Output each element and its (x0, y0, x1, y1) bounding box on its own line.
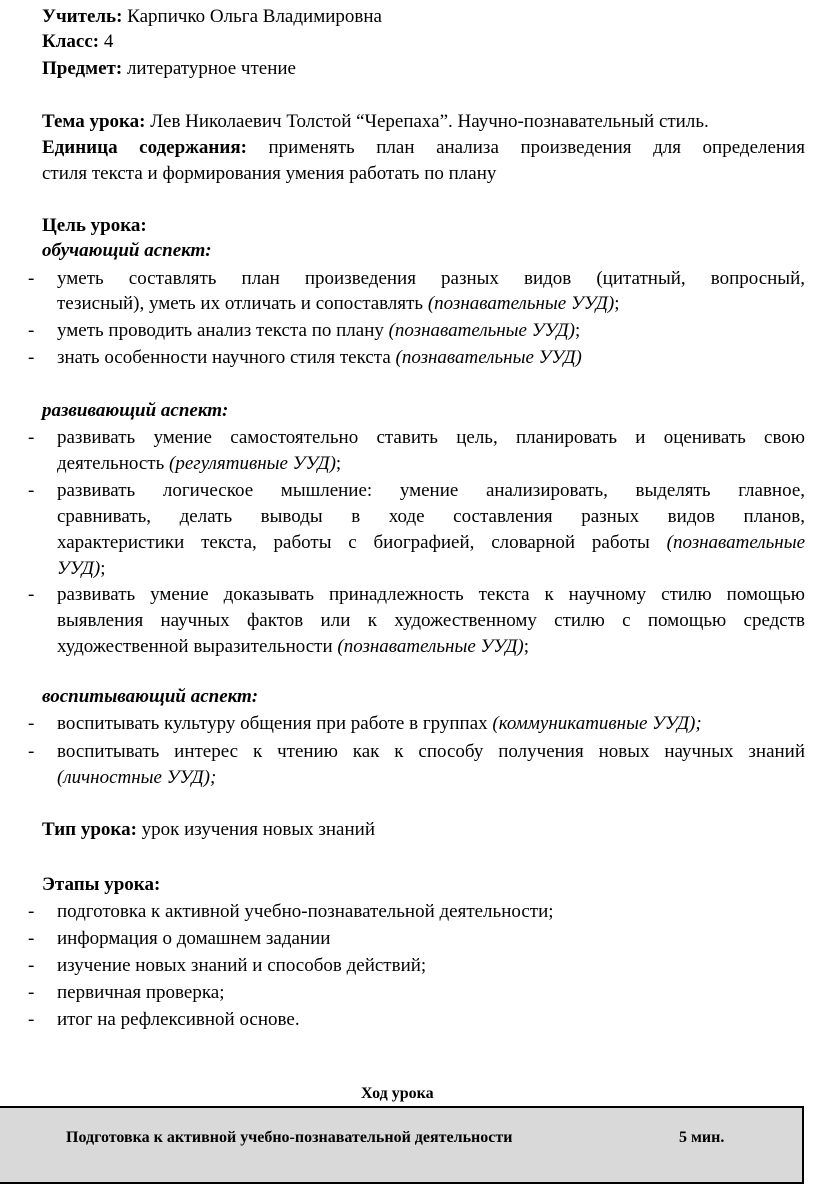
developing-item-1-line1: развивать умение самостоятельно ставить цель, планировать и оценивать свою (57, 427, 805, 448)
class-label: Класс: (42, 31, 100, 52)
lesson-type-value: урок изучения новых знаний (141, 819, 375, 840)
developing-item-3-line1: развивать умение доказывать принадлежность текста к научному стилю помощью (57, 584, 805, 605)
list-dash: - (28, 584, 35, 605)
teacher-line (42, 4, 382, 30)
lesson-flow-heading: Ход урока (361, 1085, 434, 1102)
developing-item-2-line4 (57, 556, 106, 582)
learning-item-1-end: ; (614, 293, 620, 314)
content-unit-line1 (42, 135, 805, 161)
teacher-label: Учитель: (42, 6, 123, 27)
learning-item-1-note: (познавательные УУД) (427, 293, 615, 314)
class-line (42, 29, 113, 55)
learning-item-1-line1: уметь составлять план произведения разных видов (цитатный, вопросный, (57, 268, 805, 289)
teacher-value: Карпичко Ольга Владимировна (127, 6, 382, 27)
educational-aspect-heading: воспитывающий аспект: (42, 686, 259, 707)
list-dash: - (28, 347, 35, 368)
developing-item-2-note-b: УУД) (57, 558, 101, 579)
learning-item-2-note: (познавательные УУД) (388, 320, 575, 341)
developing-item-3-note: (познавательные УУД) (337, 636, 524, 657)
developing-item-2-note-a: (познавательные (666, 532, 806, 553)
topic-line (42, 109, 709, 135)
content-unit-label: Единица содержания: (42, 137, 247, 158)
stage-item-5: итог на рефлексивной основе. (57, 1009, 300, 1030)
goal-heading: Цель урока: (42, 215, 147, 236)
learning-item-1-text: тезисный), уметь их отличать и сопоставлять (57, 293, 424, 314)
learning-item-1-line2 (57, 291, 619, 317)
developing-item-2-line2: сравнивать, делать выводы в ходе составления разных видов планов, (57, 506, 805, 527)
learning-item-3 (57, 345, 582, 371)
stage-item-2: информация о домашнем задании (57, 928, 331, 949)
developing-item-1-note: (регулятивные УУД) (169, 453, 336, 474)
learning-aspect-heading: обучающий аспект: (42, 240, 212, 261)
developing-item-1-line2 (57, 451, 341, 477)
developing-item-3-end: ; (523, 636, 530, 657)
list-dash: - (28, 741, 35, 762)
list-dash: - (28, 268, 35, 289)
learning-item-3-note: (познавательные УУД) (395, 347, 582, 368)
subject-label: Предмет: (42, 58, 123, 79)
developing-item-3-text: художественной выразительности (57, 636, 333, 657)
learning-item-2-end: ; (574, 320, 581, 341)
stage-item-3: изучение новых знаний и способов действий; (57, 955, 427, 976)
list-dash: - (28, 901, 35, 922)
educational-item-2-line1: воспитывать интерес к чтению как к способу получения новых научных знаний (57, 741, 805, 762)
developing-item-3-line3 (57, 634, 529, 660)
lesson-type-label: Тип урока: (42, 819, 137, 840)
class-value: 4 (103, 31, 114, 52)
stage-item-1: подготовка к активной учебно-познавательной деятельности; (57, 901, 554, 922)
developing-item-2-line3 (57, 530, 805, 556)
developing-item-1-end: ; (335, 453, 342, 474)
developing-item-1-text: деятельность (57, 453, 165, 474)
list-dash: - (28, 427, 35, 448)
stages-heading: Этапы урока: (42, 874, 161, 895)
stage-item-4: первичная проверка; (57, 982, 225, 1003)
lesson-type-line (42, 817, 375, 843)
content-unit-text1: применять план анализа произведения для определения (268, 137, 805, 158)
list-dash: - (28, 955, 35, 976)
developing-aspect-heading: развивающий аспект: (42, 400, 229, 421)
content-unit-line2: стиля текста и формирования умения работать по плану (42, 163, 497, 184)
developing-item-3-line2: выявления научных фактов или к художественному стилю с помощью средств (57, 610, 805, 631)
educational-item-1-text: воспитывать культуру общения при работе в группах (57, 713, 488, 734)
lesson-flow-row-time: 5 мин. (679, 1129, 725, 1146)
list-dash: - (28, 928, 35, 949)
developing-item-2-line1: развивать логическое мышление: умение анализировать, выделять главное, (57, 480, 805, 501)
developing-item-2-end: ; (100, 558, 106, 579)
learning-item-3-text: знать особенности научного стиля текста (57, 347, 391, 368)
learning-item-2-text: уметь проводить анализ текста по плану (57, 320, 384, 341)
subject-value: литературное чтение (126, 58, 296, 79)
lesson-flow-row-title: Подготовка к активной учебно-познавательной деятельности (66, 1129, 513, 1146)
educational-item-1 (57, 711, 702, 737)
subject-line (42, 56, 296, 82)
list-dash: - (28, 1009, 35, 1030)
list-dash: - (28, 982, 35, 1003)
developing-item-2-text: характеристики текста, работы с биографией, словарной работы (57, 532, 650, 553)
educational-item-1-note: (коммуникативные УУД); (492, 713, 702, 734)
topic-label: Тема урока: (42, 111, 146, 132)
list-dash: - (28, 320, 35, 341)
educational-item-2-note: (личностные УУД); (57, 767, 217, 788)
list-dash: - (28, 713, 35, 734)
list-dash: - (28, 480, 35, 501)
learning-item-2 (57, 318, 580, 344)
topic-value: Лев Николаевич Толстой “Черепаха”. Научно-познавательный стиль. (150, 111, 709, 132)
